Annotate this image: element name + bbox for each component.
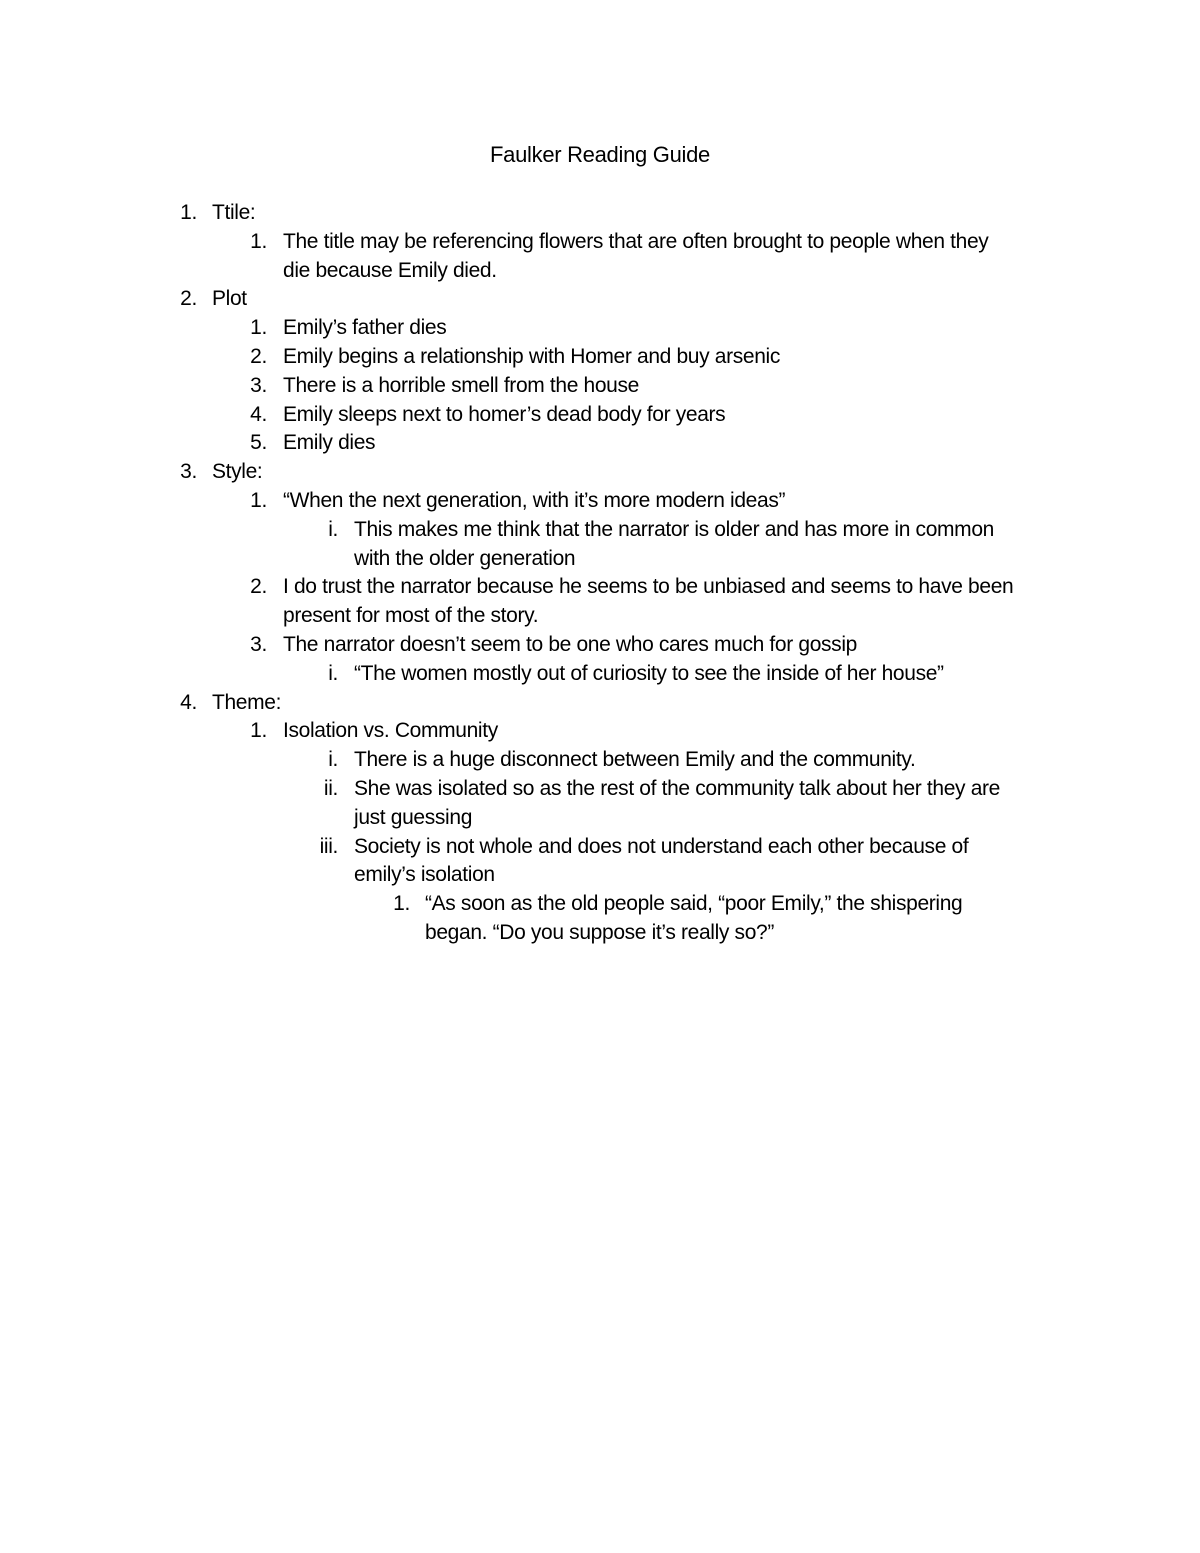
list-marker: i.	[328, 661, 338, 685]
outline-line	[0, 833, 1200, 862]
list-marker: 3.	[250, 632, 267, 656]
list-item-text: Society is not whole and does not understand each other because of	[354, 834, 969, 858]
list-item-text: began. “Do you suppose it’s really so?”	[425, 920, 775, 944]
outline-line	[0, 775, 1200, 804]
list-marker: 2.	[250, 344, 267, 368]
list-item-text: “As soon as the old people said, “poor Emily,” the shispering	[425, 892, 963, 916]
list-marker: 5.	[250, 431, 267, 455]
outline-line	[0, 890, 1200, 919]
list-marker: 3.	[250, 373, 267, 397]
list-item-text: Emily’s father dies	[283, 316, 447, 340]
list-marker: 2.	[250, 575, 267, 599]
list-marker: 1.	[250, 316, 267, 340]
list-marker: iii.	[319, 834, 338, 858]
list-item-text: Emily dies	[283, 431, 376, 455]
outline-line	[0, 487, 1200, 516]
outline-line	[0, 919, 1200, 948]
outline-line	[0, 285, 1200, 314]
list-item-text: The narrator doesn’t seem to be one who cares much for gossip	[283, 632, 857, 656]
outline-list	[0, 199, 1200, 948]
outline-line	[0, 804, 1200, 833]
list-item-text: Emily begins a relationship with Homer and buy arsenic	[283, 344, 781, 368]
list-item-text: “The women mostly out of curiosity to see the inside of her house”	[354, 661, 944, 685]
outline-line	[0, 228, 1200, 257]
list-marker: 1.	[250, 488, 267, 512]
outline-line	[0, 343, 1200, 372]
outline-line	[0, 516, 1200, 545]
list-item-text: present for most of the story.	[283, 604, 539, 628]
list-item-text: Style:	[212, 460, 263, 484]
list-marker: ii.	[323, 776, 338, 800]
list-marker: 1.	[250, 719, 267, 743]
list-item-text: Isolation vs. Community	[283, 719, 498, 743]
list-item-text: Plot	[212, 287, 247, 311]
list-item-text: This makes me think that the narrator is older and has more in common	[354, 517, 994, 541]
list-marker: 4.	[180, 690, 197, 714]
outline-line	[0, 660, 1200, 689]
list-marker: 1.	[180, 201, 197, 224]
list-item-text: die because Emily died.	[283, 258, 497, 282]
list-marker: 2.	[180, 287, 197, 311]
outline-line	[0, 746, 1200, 775]
list-item-text: There is a huge disconnect between Emily and the community.	[354, 748, 916, 772]
outline-line	[0, 717, 1200, 746]
outline-line	[0, 573, 1200, 602]
outline-line	[0, 545, 1200, 574]
list-item-text: “When the next generation, with it’s more modern ideas”	[283, 488, 786, 512]
list-marker: 3.	[180, 460, 197, 484]
list-item-text: just guessing	[354, 805, 473, 829]
outline-line	[0, 401, 1200, 430]
outline-line	[0, 602, 1200, 631]
list-item-text: Emily sleeps next to homer’s dead body for years	[283, 402, 726, 426]
outline-line	[0, 631, 1200, 660]
list-marker: i.	[328, 517, 338, 541]
outline-line	[0, 314, 1200, 343]
list-item-text: Theme:	[212, 690, 282, 714]
list-item-text: There is a horrible smell from the house	[283, 373, 639, 397]
list-item-text: She was isolated so as the rest of the community talk about her they are	[354, 776, 1000, 800]
outline-line	[0, 199, 1200, 228]
outline-line	[0, 689, 1200, 718]
outline-line	[0, 372, 1200, 401]
document-title: Faulker Reading Guide	[490, 142, 710, 167]
list-item-text: emily’s isolation	[354, 863, 495, 887]
list-marker: 1.	[250, 229, 267, 253]
list-item-text: Ttile:	[212, 201, 256, 224]
list-marker: 1.	[393, 892, 410, 916]
outline-line	[0, 429, 1200, 458]
list-marker: 4.	[250, 402, 267, 426]
list-item-text: with the older generation	[354, 546, 576, 570]
list-marker: i.	[328, 748, 338, 772]
list-item-text: The title may be referencing flowers that are often brought to people when they	[283, 229, 989, 253]
outline-line	[0, 257, 1200, 286]
outline-line	[0, 861, 1200, 890]
outline-line	[0, 458, 1200, 487]
list-item-text: I do trust the narrator because he seems to be unbiased and seems to have been	[283, 575, 1014, 599]
